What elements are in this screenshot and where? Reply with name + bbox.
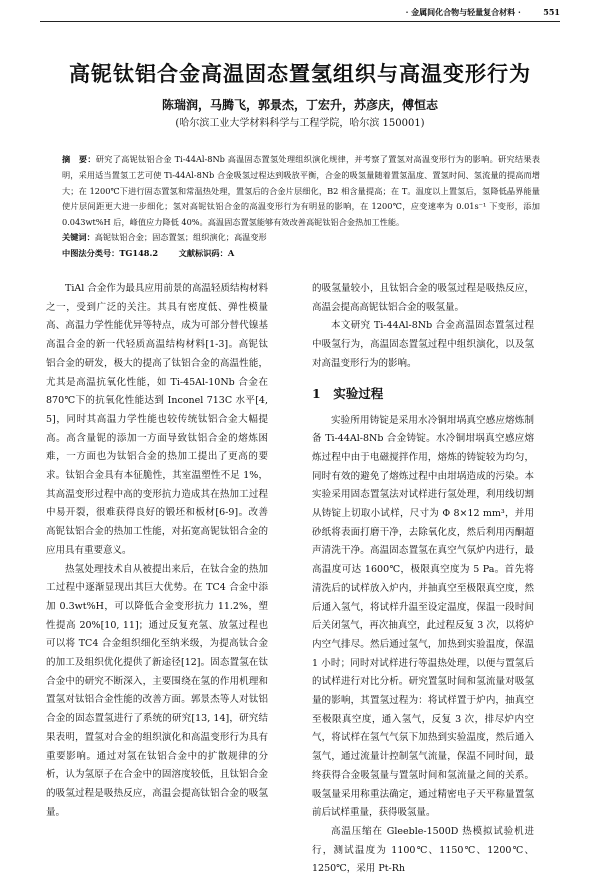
abstract-text: 研究了高铌钛铝合金 Ti-44Al-8Nb 高温固态置氢处理组织演化规律，并考察了置氢对高温变形行为的影响。研究结果表明，采用适当置氢工艺可使 Ti-44Al-8Nb 合金吸氢过程达到吸放平衡，合金的吸氢量随着置氢温度、置氢时间、氢流量的提高而增大；在 1200℃下进行固态置氢和常温热处理，置氢后的合金片层细化，B2 相含量提高；在 T。温度以上置氢后，氢降低晶界能量使片层间距更大进一步细化；氢对高铌钛铝合金的高温变形行为有明显的影响，在 1200℃，应变速率为 0.01s⁻¹ 下变形，添加 0.043wt%H 后，峰值应力降低 40%。高温固态置氢能够有效改善高铌钛铝合金热加工性能。	[62, 154, 540, 228]
body-paragraph: TiAl 合金作为最具应用前景的高温轻质结构材料之一，受到广泛的关注。其具有密度低、弹性模量高、高温力学性能优异等特点，成为可部分替代镍基高温合金的新一代轻质高温结构材料[1-3]。高铌钛铝合金的研发，极大的提高了钛铝合金的高温性能，尤其是高温抗氧化性能，如 Ti-45Al-10Nb 合金在 870℃下的抗氧化性能达到 Inconel 713C 水平[4, 5]，同时其高温力学性能也较传统钛铝合金大幅提高。高含量铌的添加一方面导致钛铝合金的熔炼困难，一方面也为钛铝合金的热加工提出了更高的要求。钛铝合金具有本征脆性，其室温塑性不足 1%，其高温变形过程中高的变形抗力造成其在热加工过程中易开裂，很难获得良好的锻坯和板材[6-9]。改善高铌钛铝合金的热加工性能，对拓宽高铌钛铝合金的应用具有重要意义。	[46, 283, 268, 556]
running-header	[40, 7, 560, 22]
body-paragraph: 实验所用铸锭是采用水冷铜坩埚真空感应熔炼制备 Ti-44Al-8Nb 合金铸锭。水冷铜坩埚真空感应熔炼过程中由于电磁搅拌作用，熔炼的铸锭较为均匀，同时有效的避免了熔炼过程中由坩埚造成的污染。本实验采用固态置氢法对试样进行氢处理，利用线切割从铸锭上切取小试样，尺寸为 Φ 8×12 mm³，并用砂纸将表面打磨干净，去除氧化皮，然后利用丙酮超声清洗干净。高温固态置氢在真空气氛炉内进行，最高温度可达 1600℃，极限真空度为 5 Pa。首先将清洗后的试样放入炉内，并抽真空至极限真空度，然后通入氢气，将试样升温至设定温度，保温一段时间后关闭氢气，再次抽真空，此过程反复 3 次，以将炉内空气排尽。然后通过氢气，加热到实验温度，保温 1 小时；同时对试样进行等温热处理，以便与置氢后的试样进行对比分析。研究置氢时间和氢流量对吸氢量的影响，其置氢过程为：将试样置于炉内，抽真空至极限真空度，通入氢气，反复 3 次，排尽炉内空气，将试样在氢气气氛下加热到实验温度，然后通入氢气，通过流量计控制氢气流量，保温不同时间，最终获得合金吸氢量与置氢时间和氢流量之间的关系。吸氢量采用称重法确定，通过精密电子天平称量置氢前后试样重量，获得吸氢量。	[312, 414, 534, 819]
body-paragraph: 高温压缩在 Gleeble-1500D 热模拟试验机进行，测试温度为 1100℃、1150℃、1200℃、1250℃，采用 Pt-Rh	[312, 825, 534, 875]
affiliation: (哈尔滨工业大学材料科学与工程学院，哈尔滨 150001)	[175, 118, 425, 129]
keywords	[62, 232, 540, 243]
paper-title: 高铌钛铝合金高温固态置氢组织与高温变形行为	[69, 61, 531, 86]
abstract-label: 摘 要：	[62, 154, 96, 164]
classification	[62, 248, 540, 259]
section-heading: 1 实验过程	[312, 385, 384, 401]
body-paragraph: 热氢处理技术自从被提出来后，在钛合金的热加工过程中逐渐显现出其巨大优势。在 TC4 合金中添加 0.3wt%H，可以降低合金变形抗力 11.2%，塑性提高 20%[10, 11]；通过反复充氢、放氢过程也可以将 TC4 合金组织细化至纳米级，为提高钛合金的加工及组织优化提供了新途径[12]。固态置氢在钛合金中的研究不断深入，主要围绕在氢的作用机理和置氢对钛铝合金性能的改善方面。郭景杰等人对钛铝合金的固态置氢进行了系统的研究[13, 14]，研究结果表明，置氢对合金的组织演化和高温变形行为具有重要影响。通过对氢在钛铝合金中的扩散规律的分析，认为氢原子在合金中的固溶度较低，且钛铝合金的吸氢过程是吸热反应，高温会提高钛铝合金的吸氢量。	[46, 563, 268, 818]
clc-label: 中图法分类号：	[62, 248, 120, 258]
doc-code-label: 文献标识码：	[178, 248, 228, 258]
journal-section: · 金属间化合物与轻量复合材料 ·	[405, 7, 521, 17]
body-right-column	[312, 280, 534, 879]
doc-code: A	[227, 248, 235, 258]
author-list: 陈瑞润，马腾飞，郭景杰，丁宏升，苏彦庆，傅恒志	[161, 98, 438, 112]
abstract	[62, 152, 540, 231]
body-paragraph: 的吸氢量较小，且钛铝合金的吸氢过程是吸热反应，高温会提高高铌钛铝合金的吸氢量。	[312, 283, 534, 313]
body-left-column	[46, 280, 268, 822]
keywords-label: 关键词：	[62, 232, 95, 242]
page-number: 551	[543, 7, 560, 17]
clc-code: TG148.2	[119, 248, 159, 258]
keywords-text: 高铌钛铝合金；固态置氢；组织演化；高温变形	[94, 232, 267, 242]
body-paragraph: 本文研究 Ti-44Al-8Nb 合金高温固态置氢过程中吸氢行为，高温固态置氢过程中组织演化，以及氢对高温变形行为的影响。	[312, 320, 534, 369]
